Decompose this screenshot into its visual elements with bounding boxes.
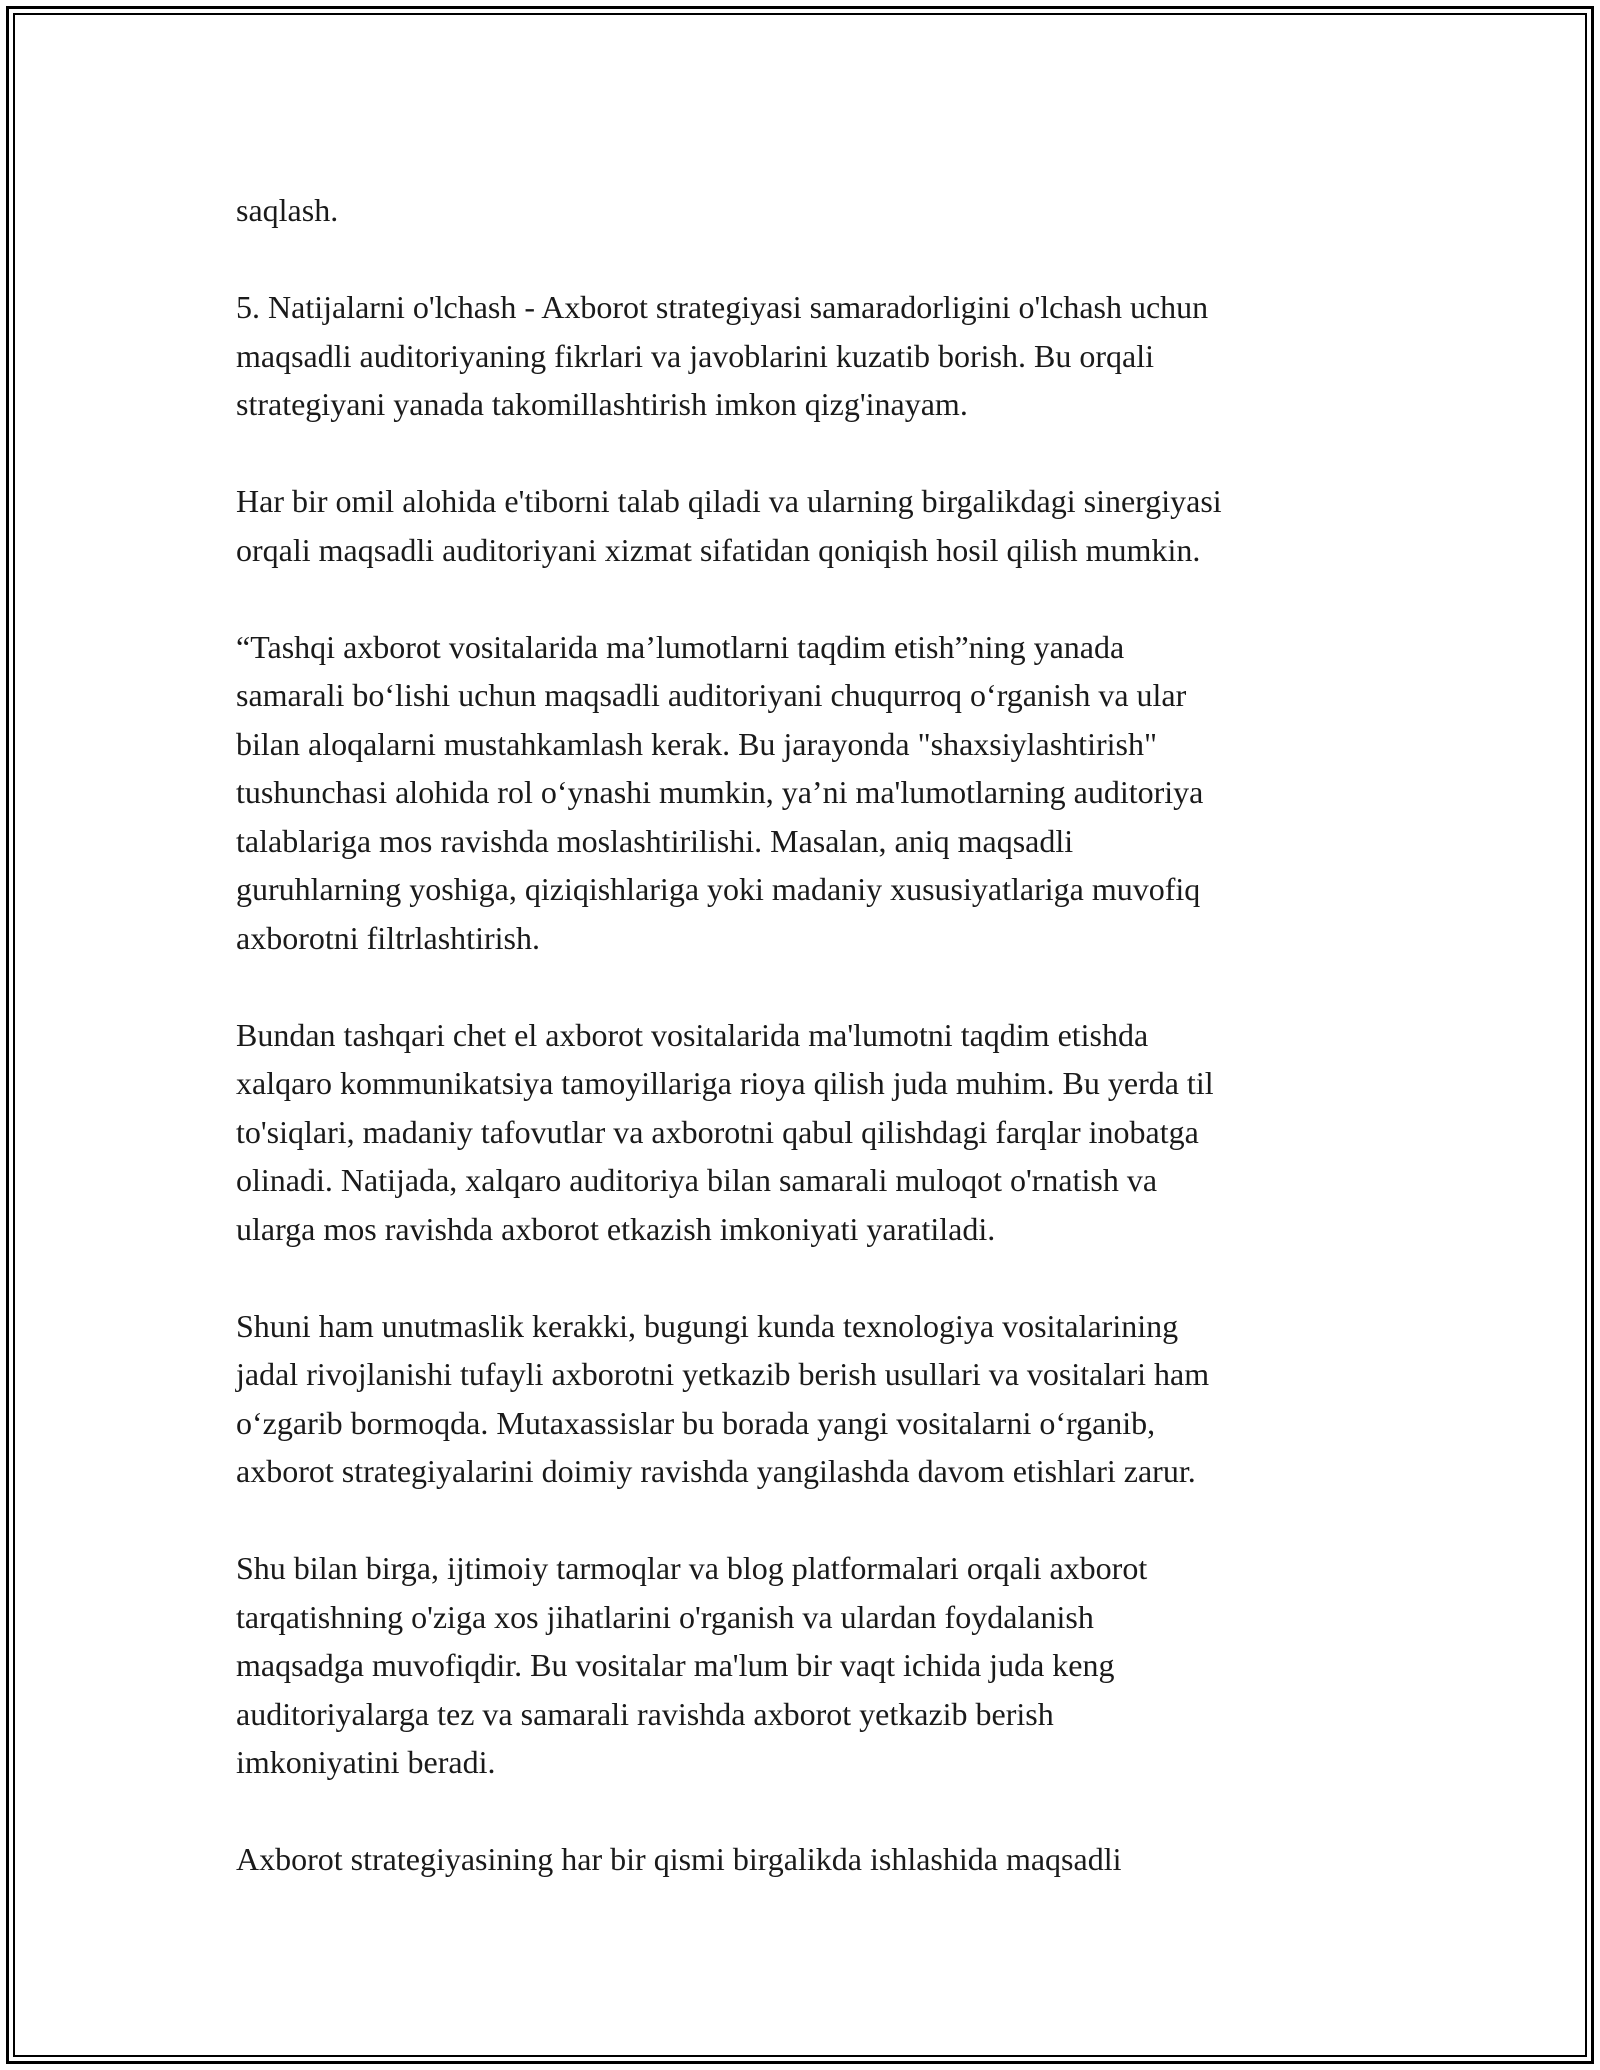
text-line: xalqaro kommunikatsiya tamoyillariga rioya qilish juda muhim. Bu yerda til bbox=[236, 1065, 1214, 1101]
text-line: strategiyani yanada takomillashtirish imkon qizg'inayam. bbox=[236, 386, 968, 422]
text-line: saqlash. bbox=[236, 192, 339, 228]
text-line: axborotni filtrlashtirish. bbox=[236, 919, 540, 956]
text-line: to'siqlari, madaniy tafovutlar va axborotni qabul qilishdagi farqlar inobatga bbox=[236, 1113, 1199, 1150]
text-line: maqsadli auditoriyaning fikrlari va javoblarini kuzatib borish. Bu orqali bbox=[236, 337, 1154, 374]
text-line: Har bir omil alohida e'tiborni talab qiladi va ularning birgalikdagi sinergiyasi bbox=[236, 483, 1222, 519]
text-line: guruhlarning yoshiga, qiziqishlariga yoki madaniy xususiyatlariga muvofiq bbox=[236, 871, 1201, 907]
text-line: bilan aloqalarni mustahkamlash kerak. Bu jarayonda "shaxsiylashtirish" bbox=[236, 725, 1158, 762]
text-line: tushunchasi alohida rol o‘ynashi mumkin, ya’ni ma'lumotlarning auditoriya bbox=[236, 774, 1204, 810]
text-line: 5. Natijalarni o'lchash - Axborot strategiyasi samaradorligini o'lchash uchun bbox=[236, 289, 1209, 325]
text-line: olinadi. Natijada, xalqaro auditoriya bilan samarali muloqot o'rnatish va bbox=[236, 1162, 1158, 1198]
paragraph-3 bbox=[236, 477, 1396, 574]
paragraph-5 bbox=[236, 1011, 1396, 1254]
text-line: tarqatishning o'ziga xos jihatlarini o'rganish va ulardan foydalanish bbox=[236, 1598, 1094, 1635]
text-line: “Tashqi axborot vositalarida ma’lumotlarni taqdim etish”ning yanada bbox=[236, 628, 1125, 665]
text-line: axborot strategiyalarini doimiy ravishda yangilashda davom etishlari zarur. bbox=[236, 1453, 1196, 1489]
document-body bbox=[236, 186, 1396, 1932]
paragraph-1 bbox=[236, 186, 1396, 235]
text-line: Shu bilan birga, ijtimoiy tarmoqlar va blog platformalari orqali axborot bbox=[236, 1550, 1148, 1586]
text-line: ularga mos ravishda axborot etkazish imkoniyati yaratiladi. bbox=[236, 1210, 996, 1247]
text-line: maqsadga muvofiqdir. Bu vositalar ma'lum bir vaqt ichida juda keng bbox=[236, 1647, 1115, 1683]
text-line: Axborot strategiyasining har bir qismi birgalikda ishlashida maqsadli bbox=[236, 1841, 1122, 1877]
paragraph-7 bbox=[236, 1544, 1396, 1787]
paragraph-2 bbox=[236, 283, 1396, 429]
text-line: samarali bo‘lishi uchun maqsadli auditoriyani chuqurroq o‘rganish va ular bbox=[236, 677, 1187, 713]
text-line: Shuni ham unutmaslik kerakki, bugungi kunda texnologiya vositalarining bbox=[236, 1307, 1179, 1344]
text-line: orqali maqsadli auditoriyani xizmat sifatidan qoniqish hosil qilish mumkin. bbox=[236, 531, 1201, 568]
paragraph-8 bbox=[236, 1835, 1396, 1884]
text-line: auditoriyalarga tez va samarali ravishda axborot yetkazib berish bbox=[236, 1695, 1054, 1732]
text-line: imkoniyatini beradi. bbox=[236, 1744, 496, 1780]
text-line: Bundan tashqari chet el axborot vositalarida ma'lumotni taqdim etishda bbox=[236, 1016, 1149, 1053]
paragraph-4 bbox=[236, 623, 1396, 963]
text-line: talablariga mos ravishda moslashtirilishi. Masalan, aniq maqsadli bbox=[236, 822, 1074, 859]
text-line: o‘zgarib bormoqda. Mutaxassislar bu borada yangi vositalarni o‘rganib, bbox=[236, 1404, 1156, 1441]
paragraph-6 bbox=[236, 1302, 1396, 1496]
text-line: jadal rivojlanishi tufayli axborotni yetkazib berish usullari va vositalari ham bbox=[236, 1356, 1210, 1392]
